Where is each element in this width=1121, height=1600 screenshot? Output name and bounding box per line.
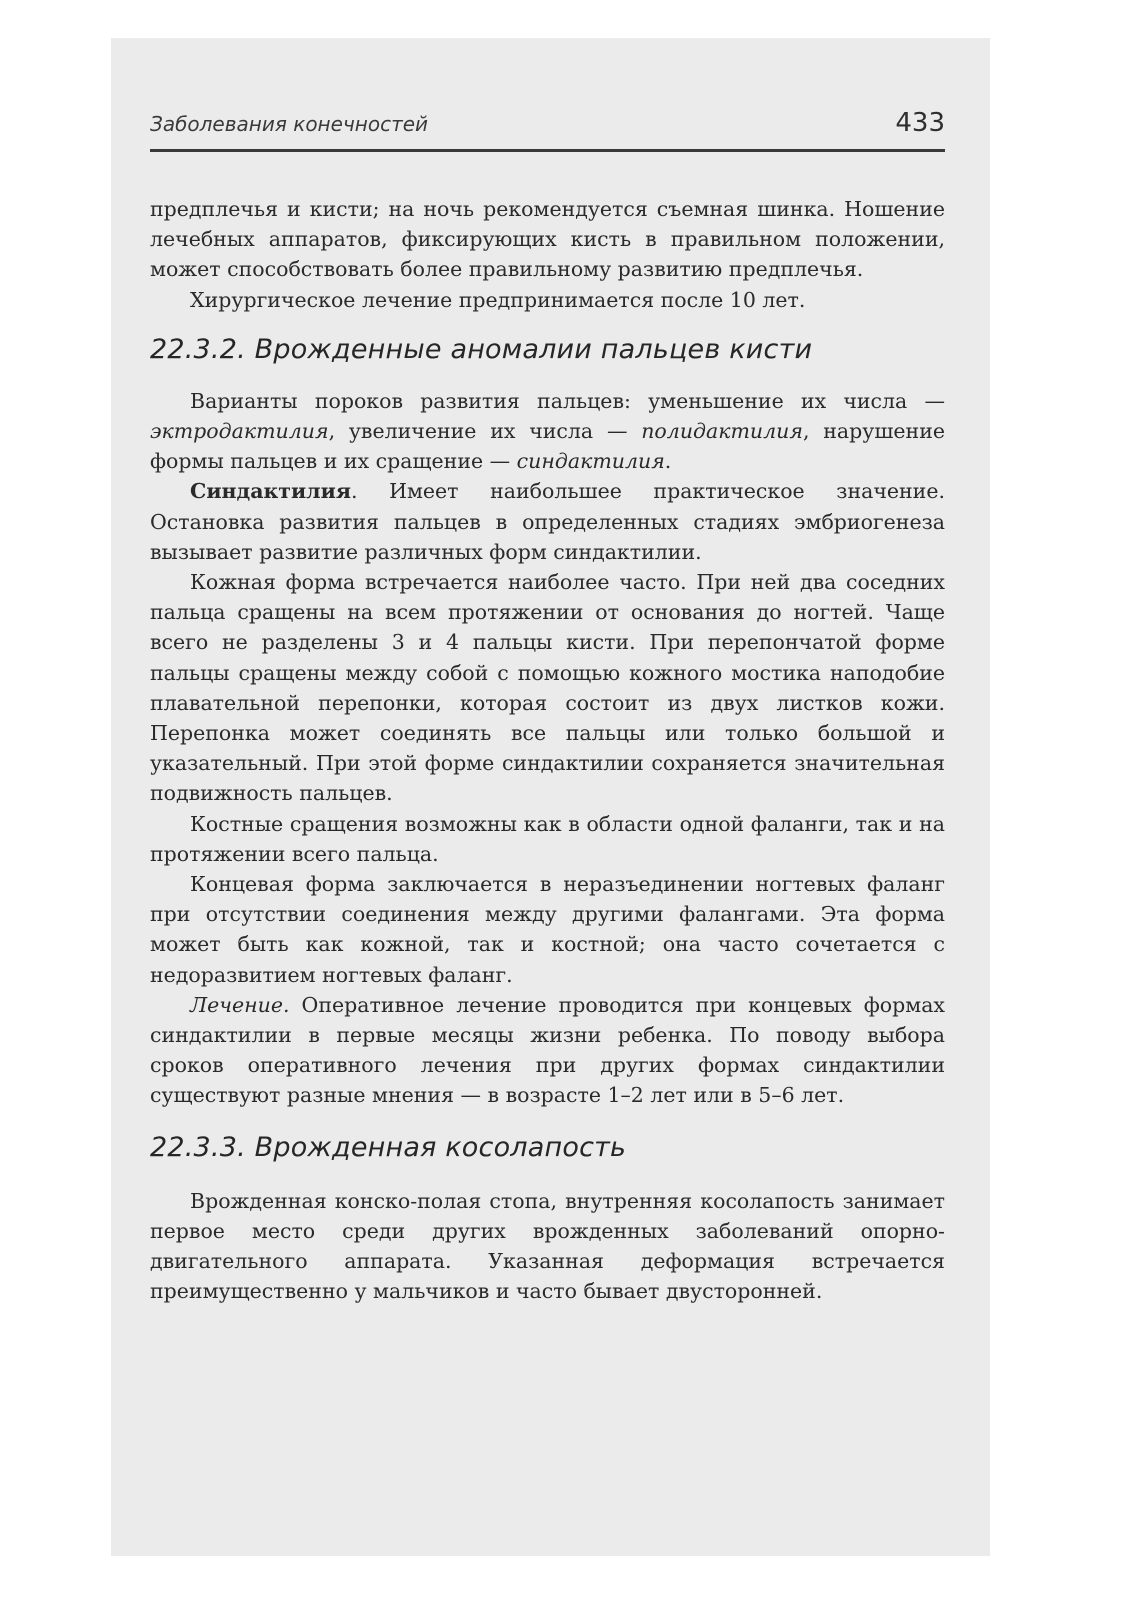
paragraph-skin-form: Кожная форма встречается наиболее часто. При ней два соседних пальца сращены на всем протяжении от основания до ногтей. Чаще всего не разделены 3 и 4 пальцы кисти. При перепончатой форме пальцы сращены между собой с помощью кожного мостика наподобие плавательной перепонки, которая состоит из двух листков кожи. Перепонка может соединять все пальцы или только большой и указательный. При этой форме синдактилии сохраняется значительная подвижность пальцев.: [150, 570, 945, 806]
text-run: Варианты пороков развития пальцев: уменьшение их числа —: [190, 388, 945, 413]
paragraph-bone-form: Костные сращения возможны как в области одной фаланги, так и на протяжении всего пальца.: [150, 811, 945, 866]
paragraph-intro: предплечья и кисти; на ночь рекомендуется съемная шинка. Ношение лечебных аппаратов, фиксирующих кисть в правильном положении, может способствовать более правильному развитию предплечья.: [150, 197, 945, 282]
section-heading-fingers: 22.3.2. Врожденные аномалии пальцев кисти: [150, 333, 813, 365]
text-run: , увеличение их числа —: [328, 419, 642, 444]
term-syndactyly-bold: Синдактилия: [190, 479, 351, 504]
running-title: Заболевания конечностей: [150, 112, 429, 136]
page-number: 433: [895, 108, 945, 138]
term-polydactyly: полидактилия: [641, 419, 803, 444]
running-header: [150, 108, 945, 152]
paragraph-variants: [150, 386, 945, 477]
text-run: , нарушение формы пальцев и их сращение —: [150, 419, 945, 474]
paragraph-surgery: Хирургическое лечение предпринимается после 10 лет.: [190, 287, 806, 312]
page-content: [150, 108, 945, 1307]
text-run: Оперативное лечение проводится при концевых формах синдактилии в первые месяцы жизни ребенка. По поводу выбора сроков оперативного лечения при других формах синдактилии существуют разные мнения — в возрасте 1–2 лет или в 5–6 лет.: [150, 992, 945, 1108]
paragraph-terminal-form: Концевая форма заключается в неразъединении ногтевых фаланг при отсутствии соединения между другими фалангами. Эта форма может быть как кожной, так и костной; она часто сочетается с недоразвитием ногтевых фаланг.: [150, 872, 945, 987]
treatment-label: Лечение.: [190, 992, 290, 1017]
text-run: . Имеет наибольшее практическое значение. Остановка развития пальцев в определенных стадиях эмбриогенеза вызывает развитие различных форм синдактилии.: [150, 479, 945, 564]
term-ectrodactyly: эктродактилия: [150, 419, 329, 444]
paragraph-syndactyly: [150, 476, 945, 567]
text-run: .: [664, 449, 672, 474]
paragraph-clubfoot: Врожденная конско-полая стопа, внутренняя косолапость занимает первое место среди других врожденных заболеваний опорно-двигательного аппарата. Указанная деформация встречается преимущественно у мальчиков и часто бывает двусторонней.: [150, 1188, 945, 1304]
term-syndactyly: синдактилия: [516, 449, 665, 474]
section-heading-clubfoot: 22.3.3. Врожденная косолапость: [150, 1131, 627, 1163]
paragraph-treatment: [150, 990, 945, 1111]
